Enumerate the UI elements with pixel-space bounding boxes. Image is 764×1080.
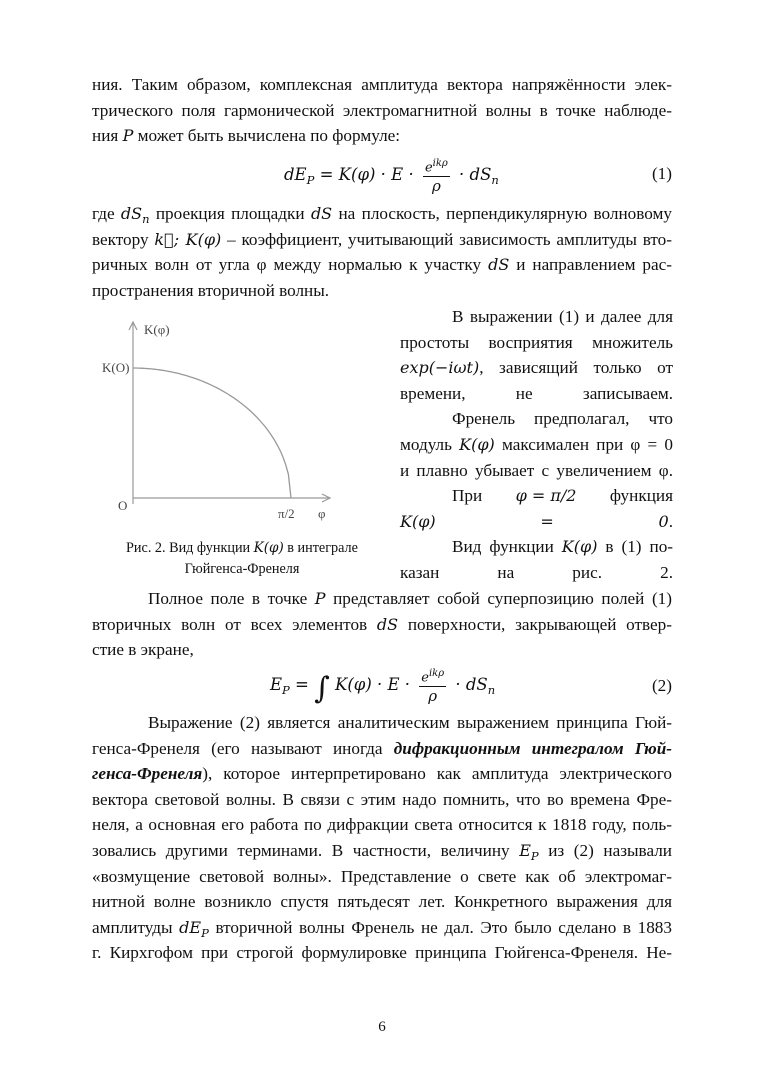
text-fragment: и направлением рас- [509, 255, 672, 275]
page-number: 6 [378, 1019, 386, 1035]
text-line: неля, а основная его работа по дифракции света относится к 1818 году, поль- [92, 815, 672, 835]
origin-label: O [118, 498, 128, 513]
math-subscript: n [142, 212, 150, 226]
equation-body [284, 156, 499, 195]
text-fragment: ричных волн от угла φ между нормалью к участку [92, 255, 489, 275]
text-line: ния. Таким образом, комплексная амплитуда вектора напряжённости элек- [92, 75, 672, 94]
text-line: нитной волне возникло спустя пятьдесят лет. Конкретного выражения для [92, 892, 672, 912]
text-fragment: ния [92, 126, 123, 146]
fraction-denominator: ρ [431, 177, 441, 196]
eq-term: E [270, 675, 283, 695]
caption-line: Гюйгенса-Френеля [184, 561, 300, 577]
math-symbol: P [122, 126, 134, 146]
text-fragment: Рис. 2. Вид функции [126, 540, 254, 556]
text-line: простоты восприятия множитель [400, 332, 673, 352]
text-fragment: амплитуды [92, 917, 180, 937]
text-fragment: , зависящий только от [479, 358, 673, 378]
text-line [92, 123, 672, 149]
math-symbol: exp(−iωt) [400, 358, 480, 378]
text-line [400, 355, 673, 381]
math-symbol: k⃗; K(φ) [154, 229, 222, 249]
eq-subscript: P [282, 683, 290, 698]
equation-number: (2) [651, 676, 672, 695]
math-symbol: E [519, 840, 531, 860]
text-line: времени, не записываем. [400, 383, 673, 403]
math-symbol: φ = π/2 [515, 486, 577, 506]
paragraph-huygens-fresnel [92, 710, 672, 966]
math-symbol: dS [488, 255, 510, 275]
text-fragment: ), которое интерпретировано как амплитуда электрического [202, 764, 672, 784]
fraction-numerator [419, 666, 446, 687]
integral-sign: ∫ [314, 671, 330, 707]
math-symbol: K(φ) [253, 540, 284, 556]
text-fragment: модуль [400, 434, 460, 454]
text-fragment: – коэффициент, учитывающий зависимость амплитуды вто- [221, 229, 673, 249]
math-symbol: K(φ) [561, 537, 598, 557]
fraction-denominator: ρ [428, 687, 438, 706]
text-line [92, 736, 672, 762]
text-line [400, 432, 673, 458]
text-line [92, 915, 672, 941]
text-line: пространения вторичной волны. [92, 280, 330, 300]
text-fragment: функция [609, 486, 673, 506]
math-symbol: dS [376, 614, 399, 634]
y-axis-label: K(φ) [144, 322, 170, 337]
x-axis-label: φ [318, 506, 326, 521]
eq-term: e [421, 670, 429, 686]
text-line [400, 483, 673, 509]
eq-term: K(φ) · E · [329, 675, 416, 695]
text-line: «возмущение световой волны». Представление о свете как об электромаг- [92, 866, 672, 886]
eq-term: · dS [450, 675, 488, 695]
text-fragment: генса-Френеля (его называют иногда [92, 738, 394, 758]
text-line: Выражение (2) является аналитическим выражением принципа Гюй- [148, 713, 672, 732]
text-line: казан на рис. 2. [400, 562, 673, 582]
eq-subscript: n [491, 173, 499, 188]
text-line [92, 201, 672, 227]
emphasis-term: дифракционным интегралом Гюй- [393, 738, 672, 758]
text-fragment: вторичных волн от всех элементов [92, 614, 377, 634]
text-line: трического поля гармонической электромагнитной волны в точке наблюде- [92, 100, 672, 120]
right-column-text [400, 304, 673, 586]
figure-caption [92, 538, 392, 580]
text-fragment: из (2) называли [538, 840, 673, 860]
text-fragment: представляет собой суперпозицию полей (1) [325, 589, 672, 608]
x-tick-label: π/2 [278, 506, 295, 521]
eq-term: e [424, 160, 433, 176]
equation-2 [92, 662, 672, 712]
text-line: Френель предполагал, что [452, 409, 673, 429]
text-line [400, 534, 673, 560]
eq-subscript: P [306, 173, 315, 188]
text-fragment: на плоскость, перпендикулярную волновому [332, 204, 672, 223]
math-symbol: K(φ) [459, 434, 495, 454]
text-line: стие в экране, [92, 640, 194, 660]
text-fragment: вторичной волны Френель не дал. Это было сделано в 1883 [208, 917, 672, 937]
text-line: вектора световой волны. В связи с этим надо помнить, что во времена Фре- [92, 789, 672, 809]
k-phi-curve [133, 368, 291, 498]
text-line [92, 252, 672, 278]
equation-number: (1) [651, 164, 672, 183]
text-fragment: зовались другими терминами. В частности, величину [92, 840, 520, 860]
eq-subscript: n [487, 683, 496, 698]
text-line [92, 227, 672, 253]
math-symbol: K(φ) = 0 [400, 511, 669, 531]
eq-term: · dS [453, 165, 492, 185]
paragraph-definitions [92, 201, 672, 303]
math-symbol: P [314, 589, 326, 608]
text-fragment: поверхности, закрывающей отвер- [398, 614, 672, 634]
eq-superscript: ikρ [432, 158, 448, 169]
text-line [400, 509, 673, 535]
text-fragment: Вид функции [452, 537, 562, 557]
text-fragment: При [452, 486, 483, 506]
text-fragment: проекция площадки [149, 204, 311, 223]
equation-1 [92, 150, 672, 200]
text-fragment: . [668, 511, 673, 531]
y0-label: K(O) [102, 360, 130, 375]
eq-term: dE [284, 165, 307, 185]
eq-superscript: ikρ [428, 668, 445, 679]
math-symbol: dS [310, 204, 333, 223]
eq-term: = K(φ) · E · [314, 165, 419, 185]
text-line [92, 838, 672, 864]
text-fragment: может быть вычислена по формуле: [133, 126, 401, 146]
text-line: В выражении (1) и далее для [452, 307, 673, 326]
math-subscript: P [201, 925, 209, 940]
math-subscript: P [530, 848, 539, 863]
text-fragment: вектору [92, 229, 155, 249]
paragraph-total-field [92, 586, 672, 663]
paragraph-intro [92, 72, 672, 149]
text-fragment: Полное поле в точке [148, 589, 315, 608]
text-fragment: в (1) по- [597, 537, 674, 557]
figure-k-phi-graph [102, 318, 338, 528]
text-line [92, 612, 672, 638]
text-line: и плавно убывает с увеличением φ. [400, 460, 673, 480]
text-fragment: в интеграле [283, 540, 358, 556]
text-fragment: где [92, 204, 121, 223]
emphasis-term: генса-Френеля [92, 764, 203, 784]
math-symbol: dS [120, 204, 143, 223]
equation-body [270, 666, 495, 706]
caption-line [92, 538, 392, 559]
fraction [423, 156, 450, 195]
text-fragment: максимален при φ = 0 [494, 434, 673, 454]
text-line [92, 586, 672, 612]
text-line [92, 761, 672, 787]
fraction [419, 666, 446, 705]
eq-term: = [289, 675, 315, 695]
math-symbol: dE [179, 917, 202, 937]
fraction-numerator [423, 156, 450, 177]
text-line: г. Кирхгофом при строгой формулировке принципа Гюйгенса-Френеля. Не- [92, 943, 672, 963]
